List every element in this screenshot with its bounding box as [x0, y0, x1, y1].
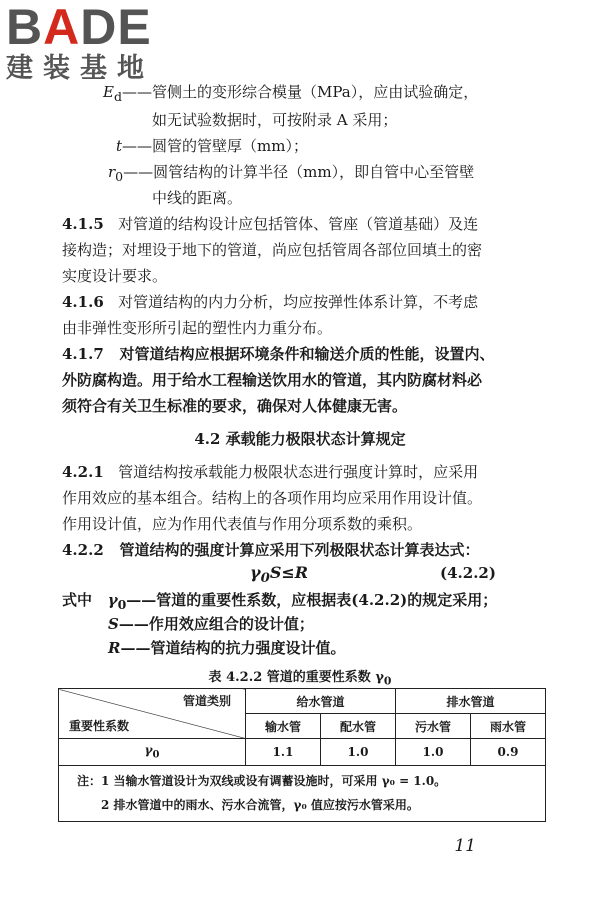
- logo-letter-b: B: [6, 0, 44, 55]
- def-line-5: [152, 188, 242, 208]
- logo-subtitle: 建装基地: [6, 53, 154, 84]
- def-text: 如无试验数据时，可按附录 A 采用；: [152, 111, 398, 129]
- where-line-1: [62, 590, 497, 615]
- def-text: ——圆管的管壁厚（mm）；: [122, 137, 308, 155]
- note-1: 注：1 当输水管道设计为双线或设有调蓄设施时，可采用 γ₀ = 1.0。: [77, 774, 447, 788]
- clause-text: 对管道结构的内力分析，均应按弹性体系计算，不考虑: [118, 293, 479, 311]
- group-header-drainage: 排水管道: [396, 689, 546, 714]
- table-cell: 0.9: [471, 739, 546, 766]
- clause-4-1-5-line-3: 实度设计要求。: [62, 267, 168, 285]
- def-sub: d: [113, 89, 122, 104]
- caption-text: 表 4.2.2 管道的重要性系数 γ: [208, 670, 384, 685]
- def-line-2: [152, 110, 397, 130]
- table-row: [59, 739, 546, 766]
- clause-4-1-7-line-1: [62, 344, 494, 364]
- where-text: ——管道结构的抗力强度设计值。: [120, 639, 346, 657]
- col-header: 雨水管: [471, 714, 546, 739]
- logo-letter-a: A: [43, 0, 81, 55]
- clause-number: 4.2.1: [62, 463, 104, 481]
- clause-4-1-7-line-3: 须符合有关卫生标准的要求，确保对人体健康无害。: [62, 397, 408, 415]
- def-line-3: [116, 136, 308, 156]
- clause-text: 对管道的结构设计应包括管体、管座（管道基础）及连: [118, 215, 479, 233]
- importance-coefficient-table: [58, 688, 546, 766]
- clause-4-2-2-line-1: [62, 540, 479, 560]
- def-text: ——管侧土的变形综合模量（MPa），应由试验确定，: [121, 83, 479, 101]
- where-line-2: [108, 614, 314, 634]
- logo: [6, 2, 154, 84]
- where-text: ——作用效应组合的设计值；: [118, 615, 314, 633]
- def-line-1: [103, 82, 478, 107]
- where-sym: S: [108, 615, 119, 633]
- table-header-row: [59, 689, 546, 714]
- def-sym: t: [116, 137, 123, 155]
- table-notes: [58, 764, 546, 822]
- where-prefix: 式中: [62, 591, 93, 609]
- section-title: 4.2 承载能力极限状态计算规定: [194, 430, 406, 448]
- clause-4-2-1-line-1: [62, 462, 478, 482]
- row-label-sub: 0: [152, 749, 160, 761]
- clause-text: 管道结构的强度计算应采用下列极限状态计算表达式：: [119, 541, 480, 559]
- def-sym: E: [103, 83, 114, 101]
- def-line-4: [108, 162, 474, 187]
- row-label: [59, 739, 246, 766]
- note-2: 2 排水管道中的雨水、污水合流管，γ₀ 值应按污水管采用。: [101, 798, 419, 812]
- group-header-water-supply: 给水管道: [246, 689, 396, 714]
- col-header: 污水管: [396, 714, 471, 739]
- def-sub: 0: [115, 169, 124, 184]
- table-cell: 1.1: [246, 739, 321, 766]
- table-caption: [0, 666, 600, 688]
- formula: [250, 563, 308, 586]
- formula-sub: 0: [260, 570, 270, 587]
- corner-bottom-label: 重要性系数: [69, 719, 130, 733]
- table-cell: 1.0: [321, 739, 396, 766]
- logo-letters-de: DE: [80, 0, 152, 55]
- corner-top-label: 管道类别: [182, 694, 231, 708]
- clause-4-2-1-line-2: 作用效应的基本组合。结构上的各项作用均应采用作用设计值。: [62, 489, 483, 507]
- clause-text: 对管道结构应根据环境条件和输送介质的性能，设置内、: [119, 345, 495, 363]
- clause-number: 4.1.6: [62, 293, 104, 311]
- col-header: 输水管: [246, 714, 321, 739]
- clause-4-2-1-line-3: 作用设计值，应为作用代表值与作用分项系数的乘积。: [62, 515, 423, 533]
- clause-text: 管道结构按承载能力极限状态进行强度计算时，应采用: [118, 463, 479, 481]
- clause-4-1-6-line-2: 由非弹性变形所引起的塑性内力重分布。: [62, 319, 333, 337]
- def-text: ——圆管结构的计算半径（mm），即自管中心至管壁: [123, 163, 475, 181]
- where-sub: 0: [117, 597, 127, 612]
- logo-brand: [6, 0, 154, 55]
- def-sym: r: [108, 163, 116, 181]
- formula-rest: S≤R: [269, 563, 309, 582]
- formula-number: (4.2.2): [440, 564, 496, 582]
- clause-number: 4.1.5: [62, 215, 104, 233]
- def-text: 中线的距离。: [152, 189, 243, 207]
- clause-number: 4.1.7: [62, 345, 104, 363]
- page-number: 11: [454, 836, 476, 856]
- table-cell: 1.0: [396, 739, 471, 766]
- col-header: 配水管: [321, 714, 396, 739]
- clause-4-1-7-line-2: 外防腐构造。用于给水工程输送饮用水的管道，其内防腐材料必: [62, 371, 483, 389]
- table-corner-cell: [59, 689, 246, 739]
- clause-4-1-6-line-1: [62, 292, 478, 312]
- where-sym: R: [108, 639, 121, 657]
- formula-gamma: γ: [250, 563, 261, 582]
- clause-number: 4.2.2: [62, 541, 104, 559]
- where-line-3: [108, 638, 345, 658]
- caption-sub: 0: [383, 674, 392, 688]
- where-sym: γ: [107, 591, 118, 609]
- row-label-sym: γ: [144, 743, 153, 758]
- clause-4-1-5-line-2: 接构造；对埋设于地下的管道，尚应包括管周各部位回填土的密: [62, 241, 483, 259]
- clause-4-1-5-line-1: [62, 214, 478, 234]
- where-text: ——管道的重要性系数，应根据表(4.2.2)的规定采用；: [126, 591, 498, 609]
